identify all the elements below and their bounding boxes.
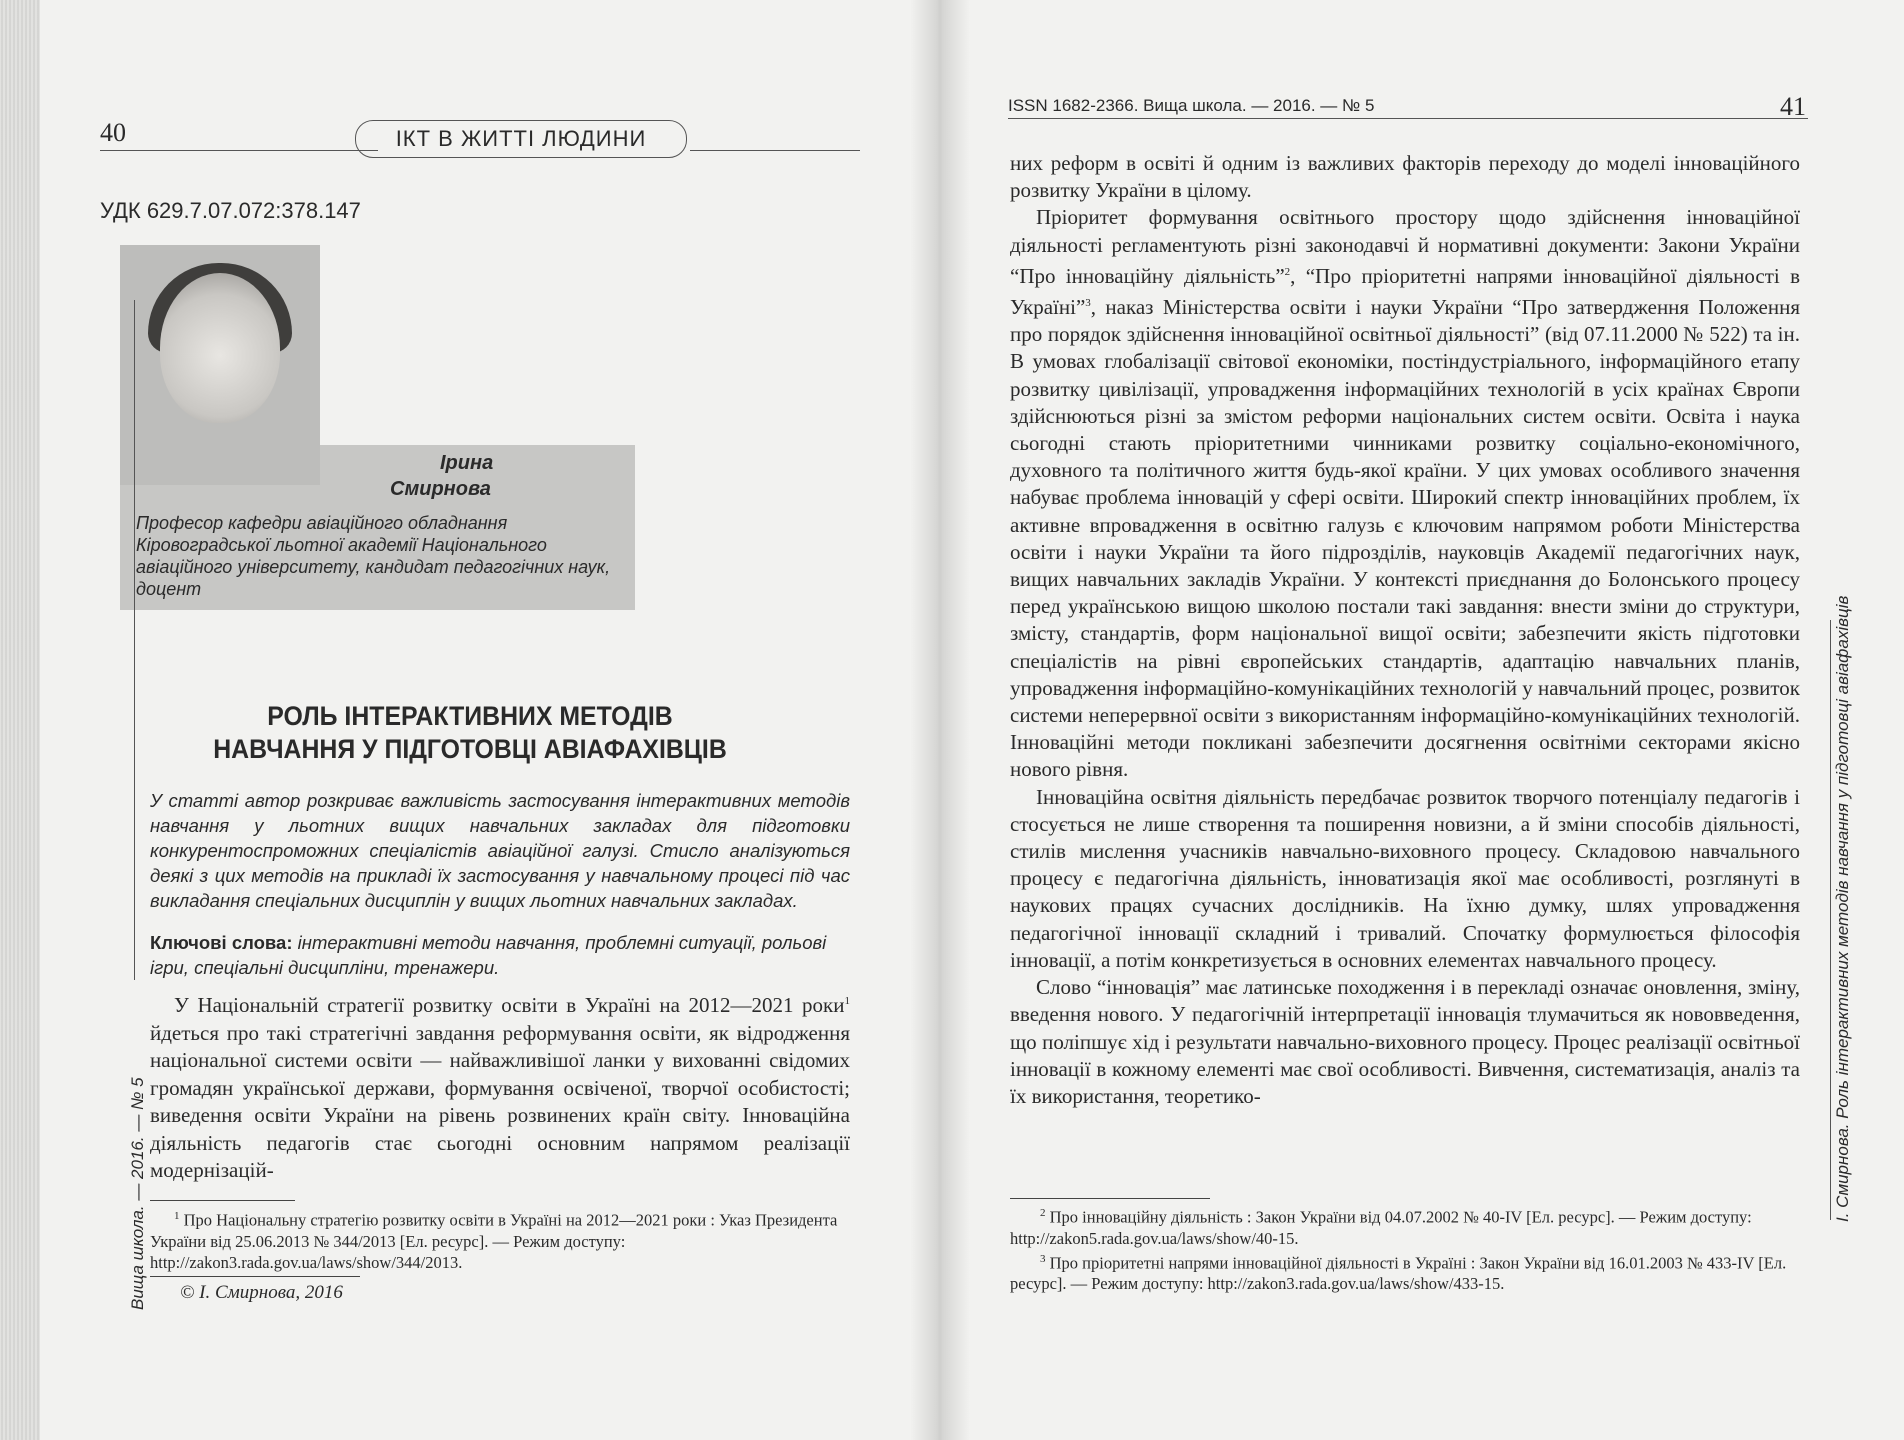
abstract: У статті автор розкриває важливість застосування інтерактивних методів навчання у льотних вищих навчальних закладах для підготовки конкурентоспроможних спеціалістів авіаційної галузі. Стисло аналізуються деякі з цих методів на прикладі їх застосування у навчальному процесі під час викладання спеціальних дисциплін у вищих льотних навчальних закладах. xyxy=(150,790,850,911)
body-paragraph: них реформ в освіті й одним із важливих факторів переходу до моделі інноваційного розвитку України в цілому. xyxy=(1010,151,1800,203)
running-footer-left: Вища школа. — 2016. — № 5 xyxy=(128,1077,147,1310)
footnote-ref: 3 xyxy=(1085,297,1091,310)
footnote-ref: 2 xyxy=(1284,265,1291,278)
author-description: Професор кафедри авіаційного обладнання Кіровоградської льотної академії Національного авіаційного університету, кандидат педагогічних наук, доцент xyxy=(136,513,611,599)
body-text xyxy=(1010,150,1800,1110)
section-heading: ІКТ В ЖИТТІ ЛЮДИНИ xyxy=(355,120,687,158)
author-last-name: Смирнова xyxy=(390,478,491,500)
footnotes xyxy=(1010,1203,1800,1294)
footnote: $^2$ Про інноваційну діяльність : Закон України від 04.07.2002 № 40-IV [Ел. ресурс]. — Режим доступу: http://zakon5.rada.gov.ua/laws/show/40-15. xyxy=(1010,1207,1752,1248)
footnote: $^1$ Про Національну стратегію розвитку освіти в Україні на 2012—2021 роки : Указ Президента України від 25.06.2013 № 344/2013 [Ел. ресурс]. — Режим доступу: http://zakon3.rada.gov.ua/laws/show/344/2013. xyxy=(150,1210,838,1272)
page-number-right: 41 xyxy=(1780,92,1806,121)
body-paragraph: Пріоритет формування освітнього простору щодо здійснення інноваційної діяльності регламентують різні законодавчі й нормативні документи: Закони України “Про інноваційну діяльність”$^2$, “Про пріоритетні напрями інноваційної діяльності в Україні”$^3$, наказ Міністерства освіти і науки України “Про затвердження Положення про порядок здійснення інноваційної освітньої діяльності” (від 07.11.2000 № 522) та ін. В умовах глобалізації світової економіки, постіндустріального, інформаційного етапу розвитку цивілізації, упровадження інформаційних технологій в усіх країнах Європи здійснюються різні за змістом реформи національних систем освіти. Освіта і наука сьогодні стають пріоритетними чинниками розвитку соціально-економічного, духовного та політичного життя будь-якої країни. У цих умовах особливого значення набуває проблема інновацій у сфері освіти. Широкий спектр інноваційних проблем, їх активне впровадження в освітню галузь є ключовим напрямом роботи Міністерства освіти і науки України та його підрозділів, науковців Академії педагогічних наук, вищих навчальних закладів України. У контексті приєднання до Болонського процесу перед українською вищою школою постали такі завдання: внести зміни до структури, змісту, стандартів, форм національної вищої освіти; забезпечити якість підготовки спеціалістів на рівні європейських стандартів, адаптацію навчальних планів, упровадження інформаційно-комунікаційних технологій у навчальний процес, розвиток системи неперервної освіти з використанням інформаційно-комунікаційних технологій. Інноваційні методи покликані забезпечити досягнення освітніми секторами якісно нового рівня. xyxy=(1010,205,1800,782)
article-title: РОЛЬ ІНТЕРАКТИВНИХ МЕТОДІВ НАВЧАННЯ У ПІДГОТОВЦІ АВІАФАХІВЦІВ xyxy=(213,701,727,764)
spine-rule xyxy=(134,300,135,980)
copyright: © І. Смирнова, 2016 xyxy=(180,1282,343,1303)
issn-header: ISSN 1682-2366. Вища школа. — 2016. — № 5 xyxy=(1008,96,1375,115)
author-first-name: Ірина xyxy=(440,452,494,474)
body-paragraph: Слово “інновація” має латинське походження і в перекладі означає оновлення, зміну, введення нового. У педагогічній інтерпретації інновація тлумачиться як нововведення, що поліпшує хід і результати навчально-виховного процесу. Процес реалізації освітньої інновації в кожному елементі має свої особливості. Вивчення, систематизація, аналіз та їх використання, теоретико- xyxy=(1010,975,1800,1108)
header-rule xyxy=(690,150,860,151)
author-photo xyxy=(120,245,320,485)
spine-rule xyxy=(1830,620,1831,1220)
page-edges xyxy=(0,0,40,1440)
header-rule xyxy=(1008,118,1808,119)
body-paragraph: У Національній стратегії розвитку освіти в Україні на 2012—2021 роки$^1$ йдеться про такі стратегічні завдання реформування освіти, як відродження національної системи освіти — найважливішої ланки у вихованні свідомих громадян української держави, формування освіченої, творчої особистості; виведення освіти України на рівень розвинених країн світу. Інноваційна діяльність педагогів стає сьогодні основним напрямом реалізації модернізацій- xyxy=(150,993,850,1182)
book-gutter xyxy=(910,0,970,1440)
footnote-separator xyxy=(150,1200,295,1201)
header-rule xyxy=(100,150,378,151)
keywords-text: інтерактивні методи навчання, проблемні ситуації, рольові ігри, спеціальні дисципліни, тренажери. xyxy=(150,932,827,978)
copyright-separator xyxy=(150,1276,360,1277)
footnote-ref: 1 xyxy=(844,995,850,1007)
footnote-separator xyxy=(1010,1198,1210,1199)
footnote: $^3$ Про пріоритетні напрями інноваційної діяльності в Україні : Закон України від 16.01.2003 № 433-IV [Ел. ресурс]. — Режим доступу: http://zakon3.rada.gov.ua/laws/show/433-15. xyxy=(1010,1252,1787,1293)
body-paragraph: Інноваційна освітня діяльність передбачає розвиток творчого потенціалу педагогів і стосується не лише створення та поширення новизни, а й зміни способів діяльності, стилів мислення учасників навчально-виховного процесу. Складовою навчального процесу є педагогічна діяльність, інноватизація якої має особливості, розглянуті в наукових працях сучасних дослідників. На їхню думку, шлях упровадження педагогічної інновації складний і тривалий. Спочатку формулюється філософія інновації, а потім конкретизується в основних елементах навчального процесу. xyxy=(1010,784,1800,972)
udk-code: УДК 629.7.07.072:378.147 xyxy=(100,198,361,223)
page-number-left: 40 xyxy=(100,118,126,147)
keywords-label: Ключові слова: xyxy=(150,932,293,953)
keywords xyxy=(150,930,850,980)
running-footer-right: І. Смирнова. Роль інтерактивних методів навчання у підготовці авіафахівців xyxy=(1833,595,1852,1222)
